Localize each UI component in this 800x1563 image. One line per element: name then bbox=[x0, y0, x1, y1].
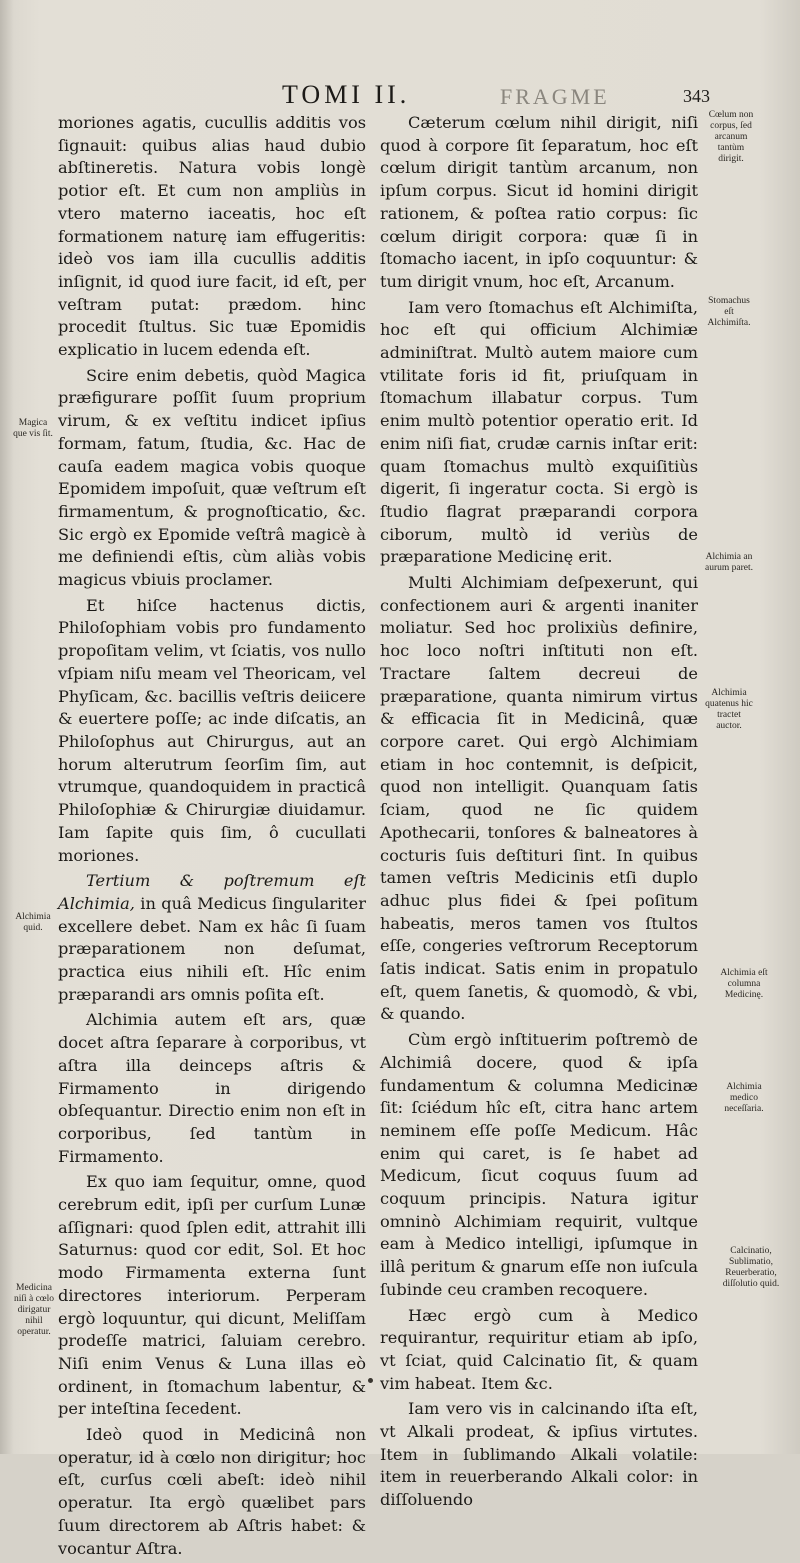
running-title: TOMI II. bbox=[282, 80, 411, 109]
ink-speck bbox=[368, 1378, 373, 1383]
left-column bbox=[58, 112, 366, 1563]
paragraph bbox=[58, 870, 366, 1006]
margin-note-right: Alchimia eſt columna Medicinę. bbox=[720, 968, 768, 1000]
page-header bbox=[0, 80, 800, 110]
paragraph: Alchimia autem eſt ars, quæ docet aſtra ſeparare à corporibus, vt aſtra illa deinceps aſtris & Firmamento in dirigendo obſequantur. Directio enim non eſt in corporibus, ſed tantùm in Firmamento. bbox=[58, 1010, 366, 1166]
paragraph: Iam vero ſtomachus eſt Alchimiſta, hoc eſt qui officium Alchimiæ adminiſtrat. Multò autem maiore cum vtilitate foris id fit, priuſquam in ſtomachum illabatur corpus. Tum enim multò potentior operatio erit. Id enim niſi fiat, crudæ carnis inſtar erit: quam ſtomachus multò exquiſitiùs digerit, ſi ingeratur cocta. Si ergò is ſtudio flagrat præparandi corpora ciborum, multò id veriùs de præparatione Medicinę erit. bbox=[380, 297, 698, 567]
paragraph: Cùm ergò inſtituerim poſtremò de Alchimiâ docere, quod & ipſa fundamentum & columna Medicinæ ſit: ſciédum hîc eſt, citra hanc artem neminem eſſe poſſe Medicum. Hâc enim qui caret, is ſe habet ad Medicum, ſicut coquus ſuum ad coquum principis. Natura igitur omninò Alchimiam requirit, vultque eam à Medico intelligi, ipſumque in illâ peritum & gnarum eſſe non iuſcula ſubinde ceu cramben recoquere. bbox=[380, 1030, 698, 1299]
paragraph-body: in quâ Medicus ſingulariter excellere debet. Nam ex hâc ſi ſuam præparationem non deſumat, practica eius nihili eſt. Hîc enim præparandi ars omnis poſita eſt. bbox=[58, 893, 366, 1004]
bleed-through-text: FRAGME bbox=[500, 84, 610, 109]
paragraph: Multi Alchimiam deſpexerunt, qui confectionem auri & argenti inaniter moliatur. Sed hoc prolixiùs definire, hoc loco noſtri inſtituti non eſt. Tractare ſaltem decreui de præparatione, quanta nimirum virtus & efficacia ſit in Medicinâ, quæ corpore caret. Qui ergò Alchimiam etiam in hoc contemnit, is deſpicit, quod non intelligit. Quanquam ſatis ſciam, quod ne ſic quidem Apothecarii, tonſores & balneatores à cocturis ſuis deſtituri ſint. In quibus tamen veſtris Medicinis etſi duplo adhuc plus fidei & ſpei poſitum habeatis, meros tamen vos ſtultos eſſe, congeries veſtrorum Receptorum ſatis indicat. Satis enim in propatulo eſt, quem ſanetis, & quomodò, & vbi, & quando. bbox=[380, 573, 698, 1024]
margin-note-right: Cœlum non corpus, ſed arcanum tantùm dirigit. bbox=[708, 110, 754, 164]
margin-note-right: Alchimia an aurum paret. bbox=[704, 552, 753, 573]
paragraph: Ex quo iam ſequitur, omne, quod cerebrum edit, ipſi per curſum Lunæ aſſignari: quod ſplen edit, attrahit illi Saturnus: quod cor edit, Sol. Et hoc modo Firmamenta externa ſunt directores interiorum. Perperam ergò loquuntur, qui dicunt, Meliſſam prodeſſe matrici, ſaluiam cerebro. Niſi enim Venus & Luna illas eò ordinent, in ſtomachum labentur, & per inteſtina ſecedent. bbox=[58, 1172, 366, 1419]
margin-note-left: Medicina niſi à cœlo dirigatur nihil operatur. bbox=[13, 1283, 55, 1337]
paragraph: Iam vero vis in calcinando iſta eſt, vt Alkali prodeat, & ipſius virtutes. Item in ſublimando Alkali volatile: item in reuerberando Alkali color: in diſſoluendo bbox=[380, 1399, 698, 1510]
italic-lead: Tertium & poſtremum eſt Alchimia, bbox=[58, 871, 366, 913]
margin-note-left: Magica que vis ſit. bbox=[13, 418, 53, 439]
margin-note-right: Calcinatio, Sublimatio, Reuerberatio, diſſolutio quid. bbox=[722, 1246, 780, 1289]
margin-note-right: Alchimia medico neceſſaria. bbox=[724, 1082, 764, 1114]
margin-note-right: Stomachus eſt Alchimiſta. bbox=[707, 296, 751, 328]
paragraph: Ideò quod in Medicinâ non operatur, id à cœlo non dirigitur; hoc eſt, curſus cœli abeſt: ideò nihil operatur. Ita ergò quælibet pars ſuum directorem ab Aſtris habet: & vocantur Aſtra. bbox=[58, 1425, 366, 1558]
page-number: 343 bbox=[683, 86, 710, 106]
paragraph: Et hiſce hactenus dictis, Philoſophiam vobis pro fundamento propoſitam velim, vt ſciatis, vos nullo vſpiam niſu meam vel Theoricam, vel Phyſicam, &c. bacillis veſtris deiicere & euertere poſſe; ac inde diſcatis, an Philoſophus aut Chirurgus, aut an horum alterutrum ſeorſim ſim, aut vtrumque, quandoquidem in practicâ Philoſophiæ & Chirurgiæ diuidamur. Iam ſapite quis ſim, ô cucullati moriones. bbox=[58, 595, 366, 865]
paragraph: moriones agatis, cucullis additis vos ſignauit: quibus alias haud dubio abſtineretis. Natura vobis longè potior eſt. Et cum non ampliùs in vtero materno iaceatis, hoc eſt formationem naturę iam effugeritis: ideò vos iam illa cucullis additis inſignit, id quod iure facit, id eſt, per veſtram putat: prædom. hinc procedit ſtultus. Sic tuæ Epomidis explicatio in lucem edenda eſt. bbox=[58, 113, 366, 360]
right-column bbox=[380, 112, 698, 1515]
paragraph: Cæterum cœlum nihil dirigit, niſi quod à corpore ſit ſeparatum, hoc eſt cœlum dirigit tantùm arcanum, non ipſum corpus. Sicut id homini dirigit rationem, & poſtea ratio corpus: ſic cœlum dirigit corpora: quæ ſi in ſtomacho iacent, in ipſo coquuntur: & tum dirigit vnum, hoc eſt, Arcanum. bbox=[380, 113, 698, 291]
paragraph: Scire enim debetis, quòd Magica præfigurare poſſit ſuum proprium virum, & ex veſtitu indicet ipſius formam, fatum, ſtudia, &c. Hac de cauſa eadem magica vobis quoque Epomidem impoſuit, quæ veſtrum eſt firmamentum, & prognoſticatio, &c. Sic ergò ex Epomide veſtrâ magicè à me definiendi eſtis, cùm aliàs vobis magicus vbiuis proclamer. bbox=[58, 365, 366, 590]
margin-note-left: Alchimia quid. bbox=[15, 912, 51, 933]
paragraph: Hæc ergò cum à Medico requirantur, requiritur etiam ab ipſo, vt ſciat, quid Calcinatio ſit, & quam vim habeat. Item &c. bbox=[380, 1305, 698, 1393]
margin-note-right: Alchimia quatenus hic tractet auctor. bbox=[705, 688, 753, 731]
